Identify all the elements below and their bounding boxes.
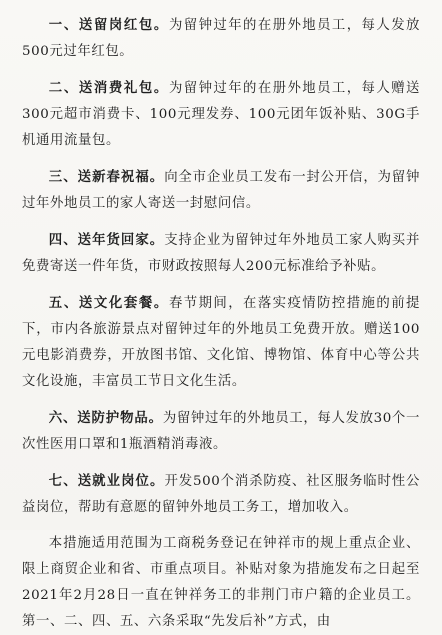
measure-heading: 五、送文化套餐。: [48, 295, 169, 311]
scope-text: 本措施适用范围为工商税务登记在钟祥市的规上重点企业、限上商贸企业和省、市重点项目。补贴对象为措施发布之日起至2021年2月28日一直在钟祥务工的非荆门市户籍的企业员工。第一、二、四、五、六条采取“先发后补”方式，由: [22, 536, 420, 629]
measure-heading: 六、送防护物品。: [48, 410, 163, 426]
measure-item-4: [22, 227, 420, 280]
measure-text: 为留钟过年的在册外地员工，每人赠送300元超市消费卡、100元理发券、100元团年饭补贴、30G手机通用流量包。: [22, 81, 420, 148]
measure-item-3: [22, 164, 420, 217]
measure-text: 为留钟过年的外地员工，每人发放30个一次性医用口罩和1瓶酒精消毒液。: [22, 411, 420, 452]
measure-text: 春节期间，在落实疫情防控措施的前提下，市内各旅游景点对留钟过年的外地员工免费开放。赠送100元电影消费券，开放图书馆、文化馆、博物馆、体育中心等公共文化设施，丰富员工节日文化生活。: [22, 296, 420, 389]
measure-text: 为留钟过年的在册外地员工，每人发放500元过年红包。: [22, 18, 420, 59]
scope-paragraph: [22, 531, 420, 635]
measure-heading: 七、送就业岗位。: [48, 473, 165, 489]
measure-heading: 一、送留岗红包。: [48, 17, 169, 33]
measure-heading: 三、送新春祝福。: [48, 169, 165, 185]
measure-text: 向全市企业员工发布一封公开信，为留钟过年外地员工的家人寄送一封慰问信。: [22, 170, 420, 211]
measure-item-1: [22, 12, 420, 65]
measure-heading: 四、送年货回家。: [48, 232, 165, 248]
measure-text: 开发500个消杀防疫、社区服务临时性公益岗位，帮助有意愿的留钟外地员工务工，增加收入。: [22, 474, 420, 515]
measure-item-5: [22, 290, 420, 395]
measure-text: 支持企业为留钟过年外地员工家人购买并免费寄送一件年货，市财政按照每人200元标准给予补贴。: [22, 233, 420, 274]
measure-item-2: [22, 75, 420, 154]
measure-heading: 二、送消费礼包。: [48, 80, 169, 96]
measure-item-7: [22, 468, 420, 521]
measure-item-6: [22, 405, 420, 458]
